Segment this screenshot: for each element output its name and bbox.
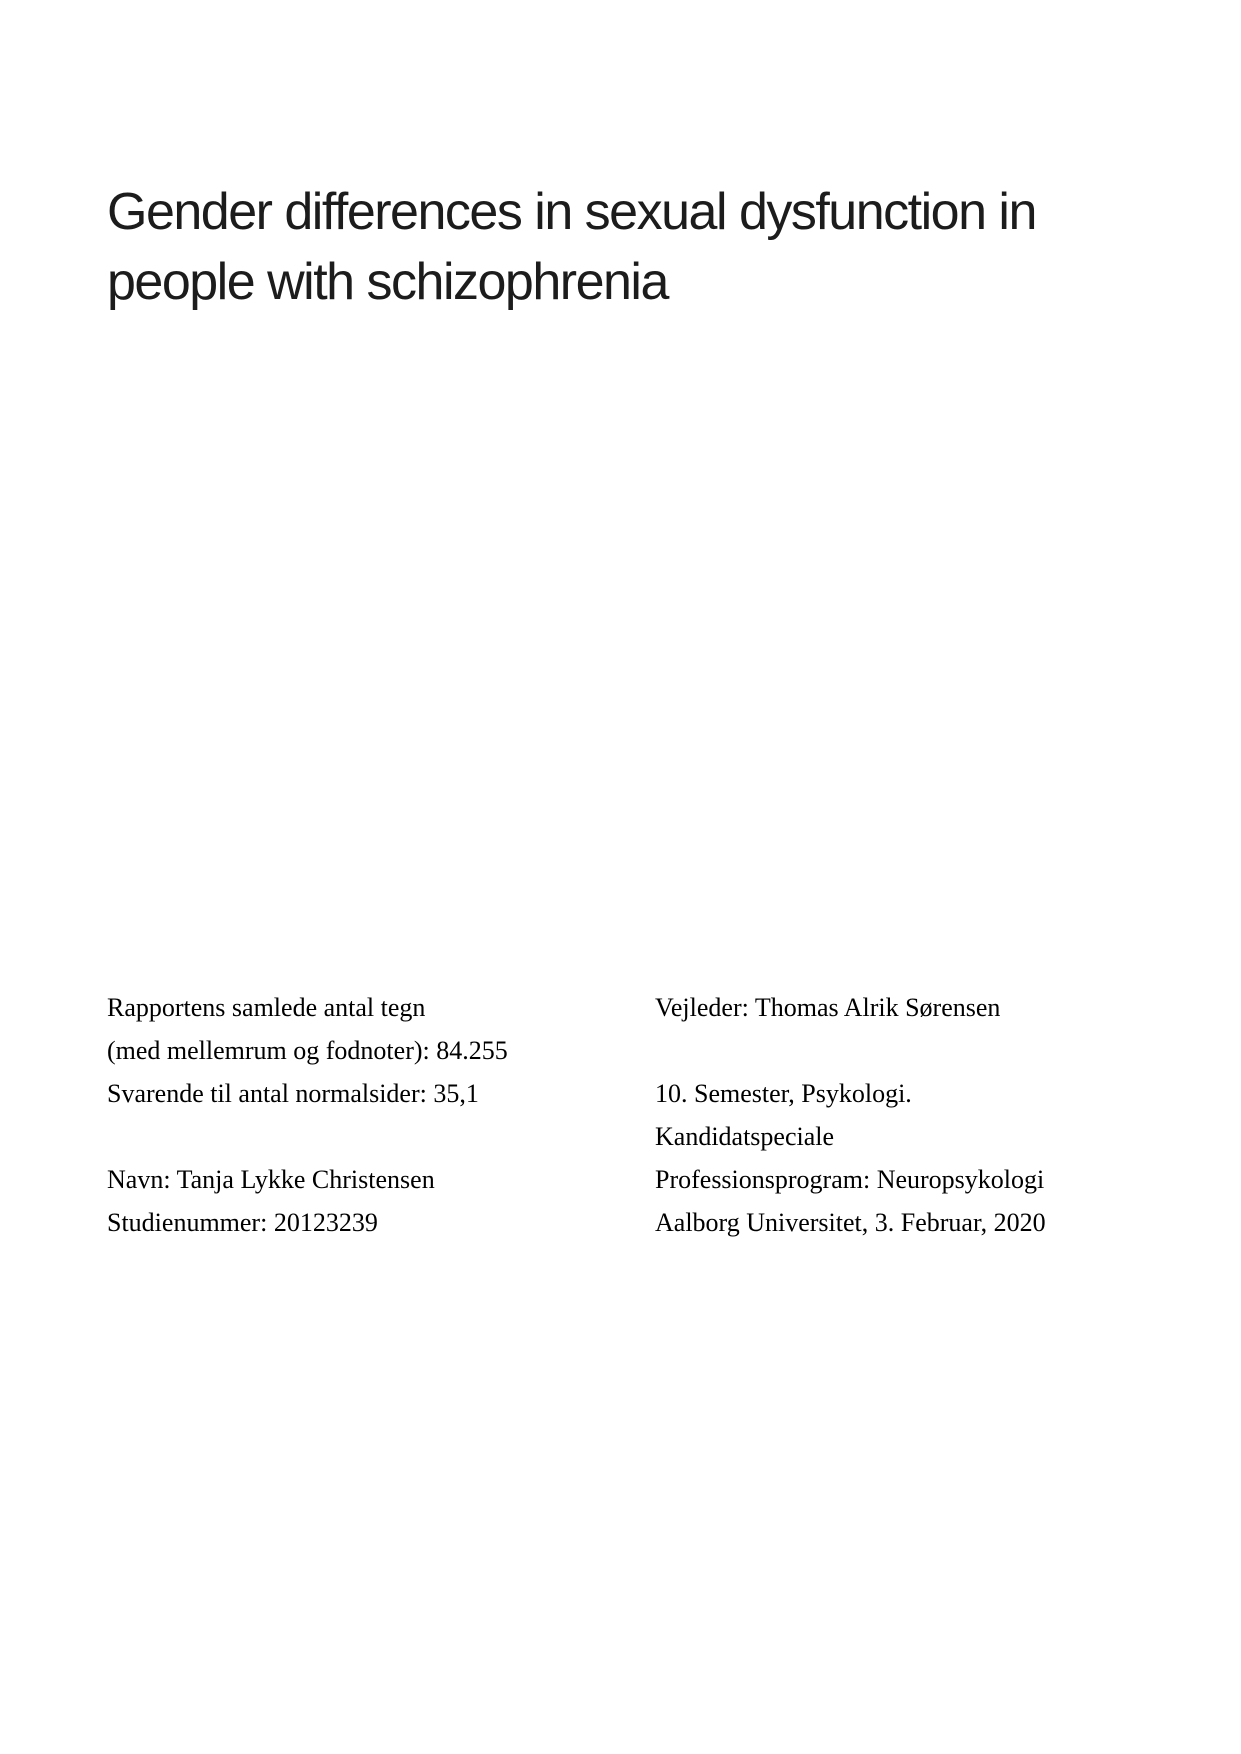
spacer-line xyxy=(107,1115,647,1158)
page-title-line-1: Gender differences in sexual dysfunction in xyxy=(107,183,1036,241)
thesis-type: Kandidatspeciale xyxy=(655,1122,835,1151)
page-title xyxy=(107,177,1137,317)
report-stats-block xyxy=(107,986,647,1244)
page-title-line-2: people with schizophrenia xyxy=(107,253,668,311)
author-name: Navn: Tanja Lykke Christensen xyxy=(107,1165,435,1194)
profession-program: Professionsprogram: Neuropsykologi xyxy=(655,1165,1045,1194)
supervisor: Vejleder: Thomas Alrik Sørensen xyxy=(655,993,1001,1022)
semester-info: 10. Semester, Psykologi. xyxy=(655,1079,912,1108)
student-number: Studienummer: 20123239 xyxy=(107,1208,378,1237)
program-info-block xyxy=(655,986,1195,1244)
report-char-count-value: (med mellemrum og fodnoter): 84.255 xyxy=(107,1036,508,1065)
report-char-count-label: Rapportens samlede antal tegn xyxy=(107,993,426,1022)
university-and-date: Aalborg Universitet, 3. Februar, 2020 xyxy=(655,1208,1046,1237)
report-normal-pages: Svarende til antal normalsider: 35,1 xyxy=(107,1079,479,1108)
spacer-line xyxy=(655,1029,1195,1072)
